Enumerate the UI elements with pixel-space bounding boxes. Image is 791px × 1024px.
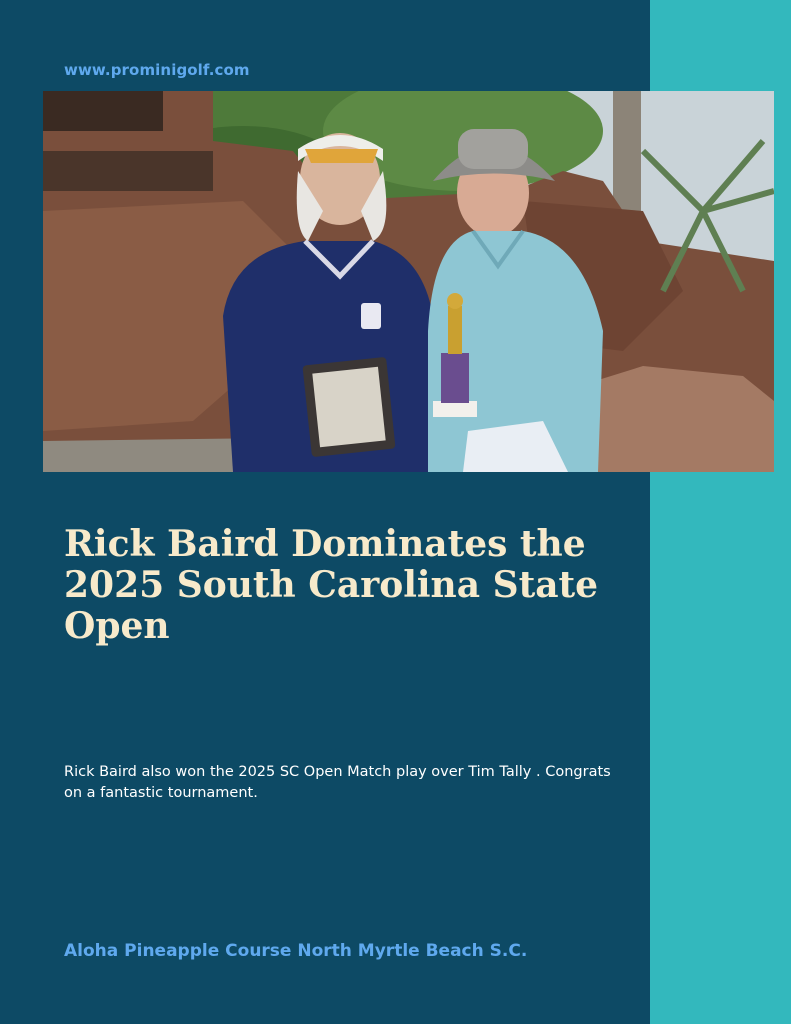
headline: Rick Baird Dominates the 2025 South Carolina State Open	[64, 523, 599, 647]
body-text: Rick Baird also won the 2025 SC Open Match play over Tim Tally . Congrats on a fantastic tournament.	[64, 764, 611, 801]
website-url[interactable]: www.prominigolf.com	[64, 61, 250, 79]
location-text: Aloha Pineapple Course North Myrtle Beach S.C.	[64, 941, 528, 961]
winners-photo	[43, 91, 774, 472]
